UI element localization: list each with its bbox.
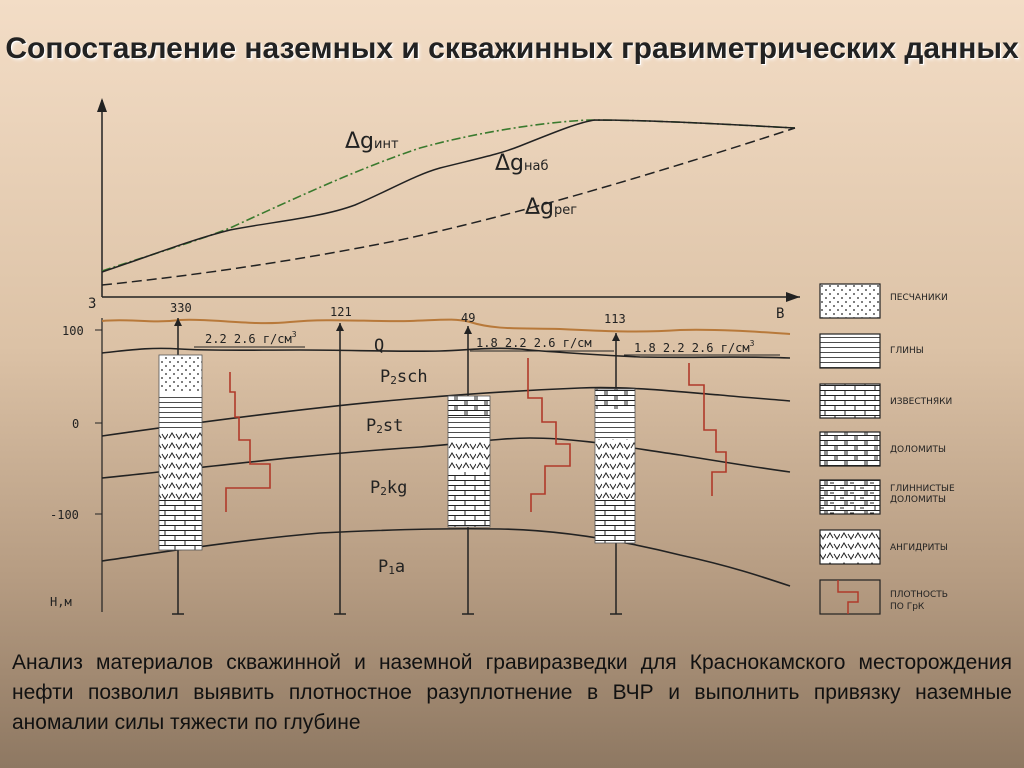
svg-text:1.8 2.2 2.6 г/см: 1.8 2.2 2.6 г/см [476, 336, 592, 350]
layer-p2sch: P2sch [380, 367, 428, 387]
legend-item-anhydrite [820, 530, 948, 564]
svg-text:ПЕСЧАНИКИ: ПЕСЧАНИКИ [890, 293, 948, 303]
svg-text:121: 121 [330, 305, 352, 319]
label-east: В [776, 306, 785, 322]
label-g-reg: Δgрег [525, 195, 578, 220]
svg-text:ДОЛОМИТЫ: ДОЛОМИТЫ [890, 445, 946, 455]
well-121 [330, 305, 352, 614]
page-title: Сопоставление наземных и скважинных гравиметрических данных [5, 32, 1019, 65]
legend-item-density [820, 580, 948, 614]
svg-text:ИЗВЕСТНЯКИ: ИЗВЕСТНЯКИ [890, 397, 953, 407]
boundary-sch-st [102, 388, 790, 436]
curve-g-nab [102, 120, 795, 272]
layer-p2st: P2st [366, 416, 404, 436]
lithology-column-113 [595, 389, 635, 543]
gravity-x-arrow [786, 292, 800, 302]
svg-text:1.8 2.2 2.6 г/см3: 1.8 2.2 2.6 $г/см^3$ [634, 339, 755, 355]
legend-clay-dolomite-line2: ДОЛОМИТЫ [890, 495, 946, 505]
svg-text:49: 49 [461, 311, 476, 325]
legend-density-line1: ПЛОТНОСТЬ [890, 590, 948, 600]
density-log-113 [689, 363, 726, 496]
depth-tick-0: 0 [72, 417, 80, 431]
geological-section [50, 296, 790, 614]
depth-tick-100: 100 [62, 324, 84, 338]
legend-clay-dolomite-line1: ГЛИННИСТЫЕ [890, 484, 955, 494]
legend [820, 284, 955, 614]
density-scale-330 [194, 330, 305, 347]
legend-item-sandstone [820, 284, 948, 318]
density-log-49 [528, 358, 570, 512]
lithology-column-330 [159, 355, 202, 550]
label-west: З [88, 296, 97, 312]
gravity-plot [97, 98, 800, 302]
label-g-int: Δgинт [345, 129, 399, 154]
caption-text: Анализ материалов скважинной и наземной гравиразведки для Краснокамского месторождения нефти позволил выявить плотностное разуплотнение в ВЧР и выполнить привязку наземные аномалии силы тяжести по глубине [12, 651, 1012, 734]
layer-p1a: P1a [378, 557, 406, 577]
svg-text:330: 330 [170, 301, 192, 315]
legend-item-limestone [820, 384, 952, 418]
gravity-y-arrow [97, 98, 107, 112]
depth-axis-label: Н,м [50, 595, 72, 609]
density-scale-49 [470, 336, 614, 351]
svg-text:ГЛИНЫ: ГЛИНЫ [890, 346, 924, 356]
boundary-st-kg [102, 438, 790, 478]
label-g-nab: Δgнаб [495, 151, 549, 176]
curve-g-int [102, 120, 795, 271]
depth-tick-minus100: -100 [50, 508, 79, 522]
curve-g-reg [102, 128, 795, 285]
boundary-kg-a [102, 529, 790, 586]
layer-p2kg: P2kg [370, 478, 408, 498]
legend-item-dolomite [820, 432, 946, 466]
density-log-330 [226, 372, 270, 512]
svg-text:2.2 2.6 г/см3: 2.2 2.6 $г/см^3$ [205, 330, 297, 346]
legend-item-clay [820, 334, 924, 368]
svg-text:АНГИДРИТЫ: АНГИДРИТЫ [890, 543, 948, 553]
legend-item-clay-dolomite [820, 480, 955, 514]
svg-text:113: 113 [604, 312, 626, 326]
density-scale-113 [624, 339, 780, 355]
lithology-column-49 [448, 396, 490, 527]
layer-q: Q [374, 336, 385, 356]
legend-density-line2: ПО ГрК [890, 602, 925, 612]
